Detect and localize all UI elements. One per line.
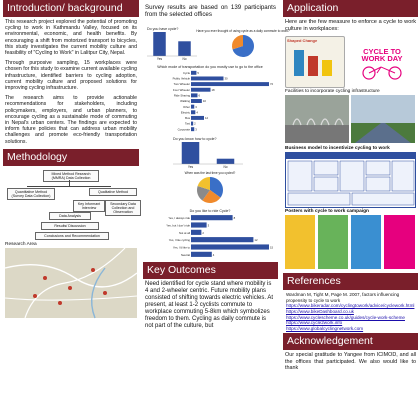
campaign-poster-2 [318, 215, 348, 269]
chart1-tick-label: No [182, 57, 187, 61]
column-left [3, 0, 139, 420]
chart3-tick-label: Electric [180, 110, 190, 115]
chart6-bar [191, 230, 201, 235]
chart6-data-label: 12 [254, 238, 258, 243]
poster-cycle-to-work-day: CYCLE TO WORK DAY [349, 36, 415, 86]
flow-mmr: Mixed Method Research (MMRA) Data Collection [43, 170, 99, 182]
chart4-title: Do you know how to cycle? [173, 137, 217, 141]
column-middle [143, 0, 290, 420]
flow-conclusion: Conclusions and Recommendation [35, 232, 109, 240]
charts-area [143, 22, 290, 262]
chart6-data-label: 3 [207, 223, 210, 228]
reference-link-5[interactable]: https://www.globalcyclingnetwork.com [286, 325, 364, 331]
facilities-photos [285, 95, 416, 145]
chart6-data-label: 2 [202, 230, 204, 235]
chart3-data-label: 5 [197, 70, 199, 75]
app-posters [285, 36, 416, 88]
poster-shaped-change: Shaped Change [285, 36, 345, 88]
chart3-data-label: 3 [195, 104, 197, 109]
acknowledgement-text: Our special gratitude to Yangee from ICIMOD, and all the offices that participated. We also would like to thank [285, 352, 416, 372]
chart3-bar [191, 99, 202, 103]
flow-secondary: Secondary Data Collection and Observation [105, 200, 141, 216]
chart3-bar [191, 82, 269, 86]
chart3-data-label: 2 [194, 121, 196, 126]
chart3-data-label: 18 [211, 87, 215, 92]
reference-link-3[interactable]: https://www.cyclescheme.co.uk/guides/cycle-work-scheme [286, 314, 405, 320]
chart6-title: Do you like to ride Cycle? [189, 209, 231, 213]
chart6-tick-label: Yes, I like cycling [168, 238, 190, 243]
research-area-map [5, 248, 137, 318]
chart3-bar [191, 88, 211, 92]
chart3-data-label: 4 [196, 110, 198, 115]
flow-results: Results/ Discussion [41, 222, 99, 230]
campaign-caption: Posters with cycle to work campaign [285, 209, 369, 215]
chart3-bar [191, 76, 224, 80]
chart3-title: Which mode of transportation do you mostly use to go to the office [157, 65, 263, 69]
chart1-tick-label: Yes [156, 57, 163, 61]
campaign-posters [285, 215, 416, 271]
research-area-label: Research Area [5, 241, 37, 247]
chart3-tick-label: Corporate [177, 127, 190, 132]
chart3-bar [191, 127, 194, 131]
chart3-bar [191, 110, 195, 114]
facilities-caption: Facilities to incorporate cycling infrastructure [285, 89, 380, 95]
flow-analysis: Data Analysis [49, 212, 91, 220]
chart6-bar [191, 237, 253, 242]
application-header: Application [283, 0, 418, 17]
flow-qual: Qualitative Method [89, 188, 137, 196]
chart6-data-label: 15 [270, 245, 274, 250]
chart1-bar [178, 41, 191, 56]
chart3-data-label: 12 [205, 116, 209, 121]
chart6-tick-label: Neutral [180, 252, 190, 257]
photo-bike-rack [285, 95, 349, 143]
chart3-bar [191, 105, 194, 109]
chart4-tick-label: Yes [187, 165, 194, 169]
reference-link-1[interactable]: https://www.bikeradar.com/cyclingtowork/advice/cyclework.html [286, 303, 415, 309]
intro-header: Introduction/ background [3, 0, 139, 17]
flow-kii: Key Informant Interview [73, 200, 105, 212]
chart3-data-label: 3 [195, 127, 197, 132]
chart4-bar [217, 159, 235, 164]
reference-citation: Wardman M, Tight M, Page M. 2007, factors influencing propensity to cycle to work [286, 292, 400, 303]
chart3-tick-label: Bus [185, 116, 190, 121]
chart1-bar [153, 32, 166, 56]
chart2-title: Have you ever thought of using cycle as a daily commute to work? [196, 29, 290, 33]
survey-charts-svg [143, 22, 290, 262]
chart1-title: Do you have cycle? [147, 27, 179, 31]
chart6-bar [191, 222, 207, 227]
campaign-poster-3 [351, 215, 381, 269]
key-outcomes-text: Need identified for cycle stand where mobility is 4 and 2-wheeler centric. Future mobility plans consisted of shifting towards electric vehicles. At present, at least 1-2 cyclists commute to workplace commuting 5-8km which symbolizes freedom to them. Cycling as daily commute is not part of the culture, but [145, 281, 274, 329]
intro-paragraph-3: The research aims to provide actionable recommendations for stakeholders, including policymakers, employers, and urban planners, to encourage cycling as a sustainable mode of commuting in Nepal's urban centers. The findings are expected to inform future policies that can address urban mobility challenges and promote eco-friendly transportation solutions. [5, 95, 137, 145]
chart6-tick-label: Yes, I always ride [168, 216, 190, 221]
chart3-tick-label: Four Wheeler [173, 87, 190, 92]
business-model-canvas [285, 152, 416, 208]
chart3-data-label: 10 [202, 99, 206, 104]
map-image [5, 248, 137, 318]
chart6-data-label: 8 [233, 216, 236, 221]
key-outcomes-header: Key Outcomes [143, 262, 278, 279]
survey-text: Survey results are based on 139 participants from the selected offices [145, 4, 276, 18]
chart3-bar [191, 71, 196, 75]
chart6-bar [191, 215, 233, 220]
chart3-tick-label: Walking [180, 99, 190, 104]
campaign-poster-4 [384, 215, 415, 269]
chart4-tick-label: No [223, 165, 228, 169]
references-header: References [283, 273, 418, 290]
reference-link-2[interactable]: https://www.bikeDashboard.co.uk [286, 308, 354, 314]
application-text: Here are the few measure to enforce a cycle to work culture in workplaces: [285, 19, 416, 32]
business-caption: Business model to incentivize cycling to work [285, 146, 390, 152]
intro-paragraph-2: Through purposive sampling, 15 workplaces were chosen for this study to examine current available cycling infrastructure, identified barriers to cycling adoption, current mobility culture and proposed solutions for improving cycling infrastructure. [5, 60, 137, 92]
methodology-flowchart [5, 168, 137, 240]
chart6-tick-label: Not at all [178, 230, 190, 235]
intro-paragraph-1: This research project explored the potential of promoting cycling to work in Kathmandu Valley, focused on its environmental, economic, and health benefits. By encouraging a shift from motorized transport to bicycles, this study investigates the current mobility culture and feasibility of "Cycling to Work" in Lalitpur City, Nepal. [5, 19, 137, 57]
acknowledgement-header: Acknowledgement [283, 333, 418, 350]
chart3-tick-label: Other [183, 104, 190, 109]
chart6-data-label: 4 [212, 252, 215, 257]
chart3-data-label: 72 [270, 82, 274, 87]
chart3-tick-label: Cycle [183, 70, 190, 75]
column-right [283, 0, 418, 420]
chart3-data-label: 30 [224, 76, 228, 81]
chart3-tick-label: Taxi [185, 121, 190, 126]
chart3-bar [191, 122, 193, 126]
chart4-bar [182, 142, 200, 164]
methodology-header: Methodology [3, 149, 139, 166]
flag-chart-icon [286, 44, 344, 84]
reference-link-4[interactable]: https://www.cycle2work.info [286, 320, 343, 326]
references-list [286, 292, 415, 331]
chart3-tick-label: Two Wheeler [173, 82, 190, 87]
chart3-bar [191, 93, 198, 97]
chart3-data-label: 6 [198, 93, 201, 98]
campaign-poster-1 [285, 215, 315, 269]
chart3-tick-label: Public Vehicle [172, 76, 190, 81]
chart3-tick-label: Ride Sharing [173, 93, 190, 98]
chart5-title: When was the last time you cycled? [184, 171, 236, 175]
chart6-bar [191, 244, 269, 249]
chart6-tick-label: Yes, I'd like to [172, 245, 190, 250]
chart6-bar [191, 252, 212, 257]
flow-quant: Quantitative Method (Survey Data Collection) [7, 188, 55, 200]
bicycle-icon [349, 63, 415, 83]
chart6-tick-label: Yes, but I don't ride [166, 223, 190, 228]
chart3-bar [191, 116, 204, 120]
photo-cycle-lane [351, 95, 415, 143]
